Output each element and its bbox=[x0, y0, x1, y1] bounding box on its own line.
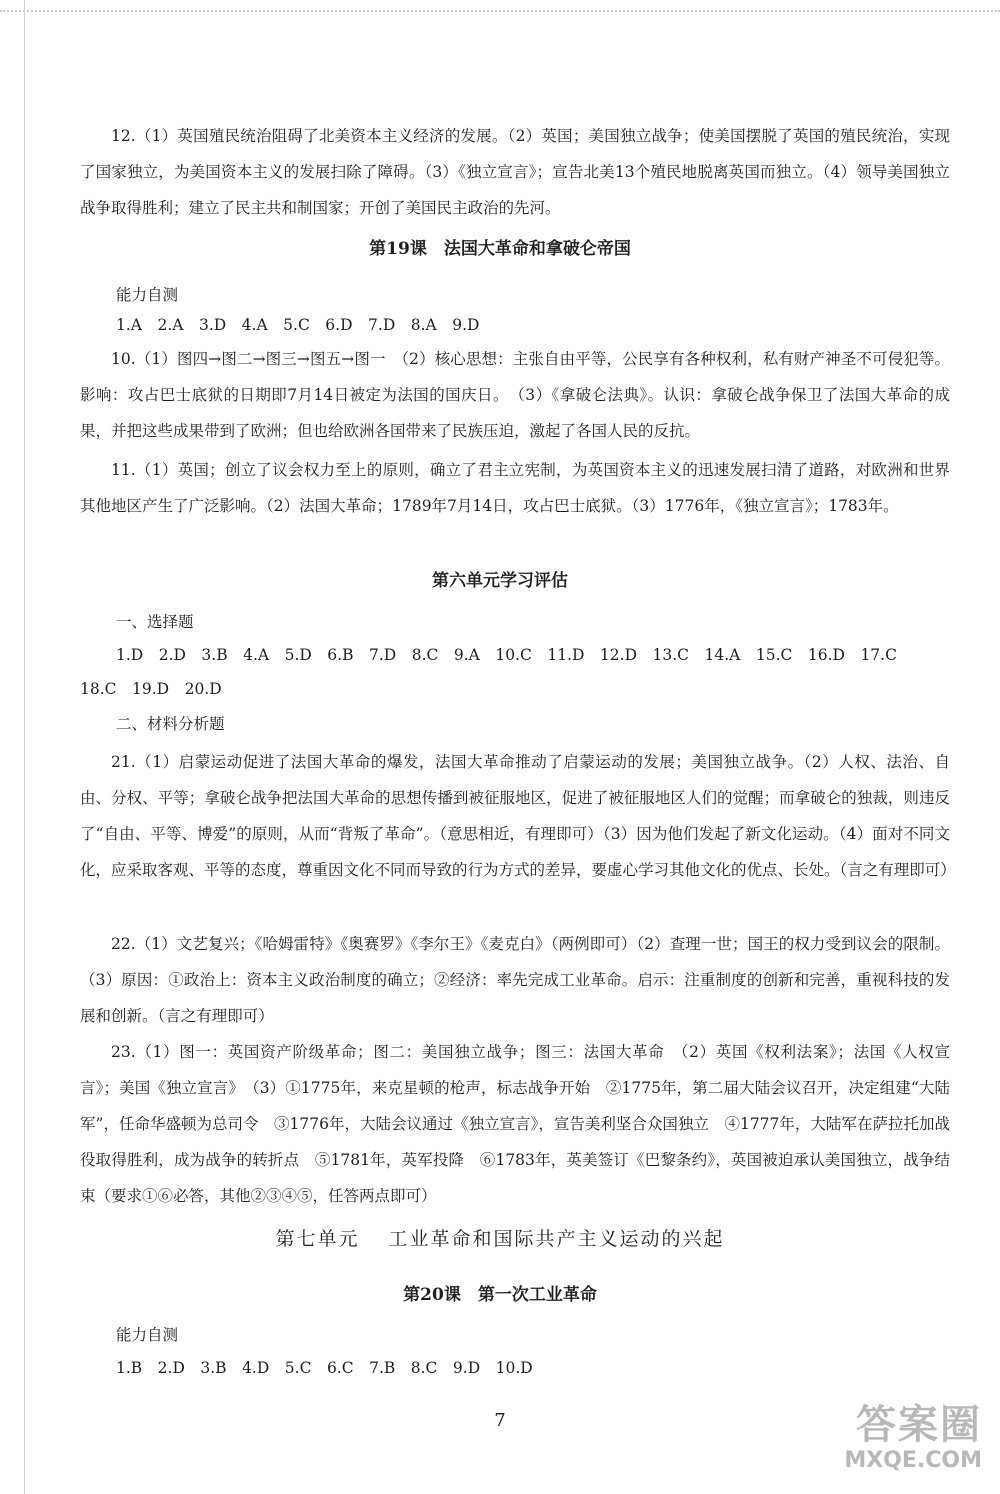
unit6-choice-answers-1: 1.D 2.D 3.B 4.A 5.D 6.B 7.D 8.C 9.A 10.C 11.D 12.D 13.C 14.A 15.C 16.D 17.C bbox=[116, 646, 897, 664]
lesson19-answer-q11: 11.（1）英国；创立了议会权力至上的原则，确立了君主立宪制，为英国资本主义的迅速发展扫清了道路，对欧洲和世界其他地区产生了广泛影响。（2）法国大革命；1789年7月14日，攻占巴士底狱。（3）1776年，《独立宣言》；1783年。 bbox=[80, 461, 950, 515]
lesson20-choice-answers: 1.B 2.D 3.B 4.D 5.C 6.C 7.B 8.C 9.D 10.D bbox=[116, 1359, 533, 1377]
unit6-answer-q23: 23.（1）图一：英国资产阶级革命；图二：美国独立战争；图三：法国大革命 （2）英国《权利法案》；法国《人权宣言》；美国《独立宣言》 （3）①1775年，来克星顿的枪声，标志战争开始 ②1775年，第二届大陆会议召开，决定组建“大陆军”，任命华盛顿为总司令 ③1776年，大陆会议通过《独立宣言》，宣告美利坚合众国独立 ④1777年，大陆军在萨拉托加战役取得胜利，成为战争的转折点 ⑤1781年，英军投降 ⑥1783年，英美签订《巴黎条约》，英国被迫承认美国独立，战争结束（要求①⑥必答，其他②③④⑤，任答两点即可） bbox=[80, 1043, 950, 1205]
lesson19-choice-answers: 1.A 2.A 3.D 4.A 5.C 6.D 7.D 8.A 9.D bbox=[116, 316, 480, 334]
unit6-answer-q22: 22.（1）文艺复兴；《哈姆雷特》《奥赛罗》《李尔王》《麦克白》（两例即可）（2）查理一世；国王的权力受到议会的限制。（3）原因：①政治上：资本主义政治制度的确立；②经济：率先完成工业革命。启示：注重制度的创新和完善，重视科技的发展和创新。（言之有理即可） bbox=[80, 935, 950, 1025]
answer-q12: 12.（1）英国殖民统治阻碍了北美资本主义经济的发展。（2）英国；美国独立战争；使美国摆脱了英国的殖民统治，实现了国家独立，为美国资本主义的发展扫除了障碍。（3）《独立宣言》；宣告北美13个殖民地脱离英国而独立。（4）领导美国独立战争取得胜利；建立了民主共和制国家；开创了美国民主政治的先河。 bbox=[80, 127, 950, 217]
unit6-choice-answers-2: 18.C 19.D 20.D bbox=[80, 680, 222, 698]
lesson19-title: 第19课 法国大革命和拿破仑帝国 bbox=[369, 239, 631, 259]
page-top-edge bbox=[0, 10, 1000, 12]
lesson20-title: 第20课 第一次工业革命 bbox=[403, 1285, 597, 1305]
unit6-answer-q21: 21.（1）启蒙运动促进了法国大革命的爆发，法国大革命推动了启蒙运动的发展；美国独立战争。（2）人权、法治、自由、分权、平等；拿破仑战争把法国大革命的思想传播到被征服地区，促进了被征服地区人们的觉醒；而拿破仑的独裁，则违反了“自由、平等、博爱”的原则，从而“背叛了革命”。（意思相近，有理即可）（3）因为他们发起了新文化运动。（4）面对不同文化，应采取客观、平等的态度，尊重因文化不同而导致的行为方式的差异，要虚心学习其他文化的优点、长处。（言之有理即可） bbox=[80, 753, 956, 879]
unit7-title: 第七单元 工业革命和国际共产主义运动的兴起 bbox=[275, 1228, 725, 1250]
lesson19-ability-label: 能力自测 bbox=[116, 286, 179, 304]
unit6-material-label: 二、材料分析题 bbox=[116, 715, 225, 733]
page-number: 7 bbox=[494, 1410, 506, 1431]
unit6-title: 第六单元学习评估 bbox=[432, 571, 568, 591]
watermark-brand: 答案圈 bbox=[856, 1402, 982, 1448]
watermark-logo bbox=[832, 1402, 982, 1482]
watermark-domain: MXQE.COM bbox=[844, 1448, 982, 1473]
lesson20-ability-label: 能力自测 bbox=[116, 1326, 179, 1344]
page-left-edge bbox=[24, 0, 25, 1494]
lesson19-answer-q10: 10.（1）图四→图二→图三→图五→图一 （2）核心思想：主张自由平等，公民享有各种权利，私有财产神圣不可侵犯等。影响：攻占巴士底狱的日期即7月14日被定为法国的国庆日。 （3）《拿破仑法典》。认识：拿破仑战争保卫了法国大革命的成果，并把这些成果带到了欧洲；但也给欧洲各国带来了民族压迫，激起了各国人民的反抗。 bbox=[80, 350, 950, 440]
unit6-choice-label: 一、选择题 bbox=[116, 613, 194, 631]
